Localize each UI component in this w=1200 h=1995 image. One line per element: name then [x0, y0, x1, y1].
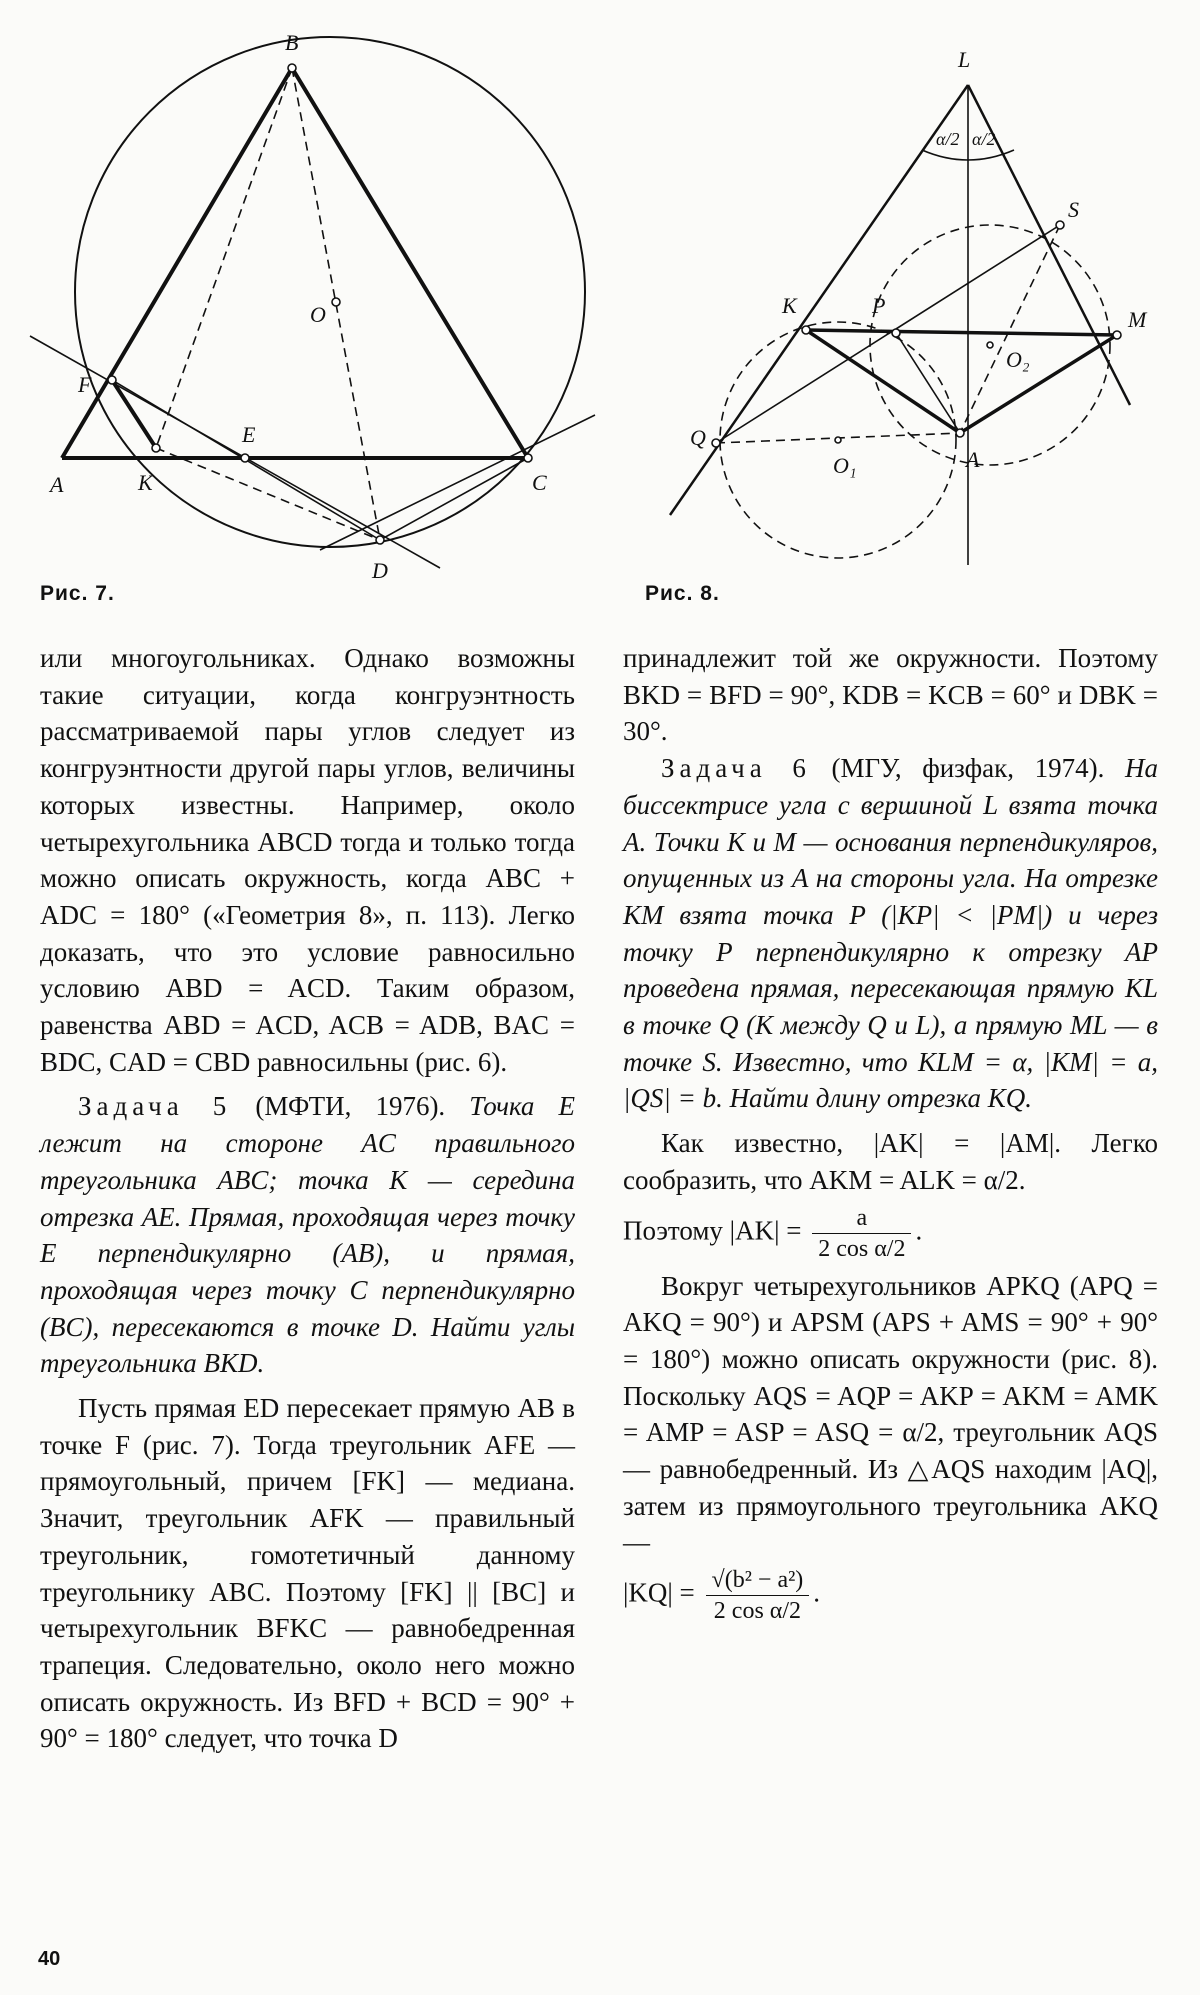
formula-kq: |KQ| = $\frac{\text{√(b² − a²)}}{\text{2 cos α/2}}$ .: [623, 1567, 821, 1625]
label-D: D: [372, 558, 388, 580]
label-O: O: [310, 302, 326, 327]
problem-6-source: (МГУ, физфак, 1974).: [810, 753, 1125, 784]
fraction-ak-denominator: 2 cos α/2: [818, 1235, 906, 1262]
paragraph-quadrilaterals: Вокруг четырехугольников APKQ (APQ = AKQ = 90°) и APSM (APS + AMS = 90° + 90° = 180°) можно описать окружности (рис. 8). Поскольку AQS = AQP = AKP = AKM = AMK = AMP = ASP = ASQ = α/2, треугольник AQS — равнобедренный. Из △AQS находим |AQ|, затем из прямоугольного треугольника AKQ —: [623, 1270, 1158, 1558]
label-E: E: [242, 422, 256, 447]
problem-5-title: Задача 5: [78, 1091, 232, 1122]
label-K: K: [138, 470, 153, 495]
right-column: [623, 640, 1158, 1630]
fraction-ak: [812, 1203, 911, 1264]
fraction-kq-numerator: √(b² − a²): [706, 1565, 810, 1596]
label-L: L: [958, 47, 971, 72]
problem-6: [623, 750, 1158, 1117]
paragraph-solution-5: Пусть прямая ED пересекает прямую AB в точке F (рис. 7). Тогда треугольник AFE — прямоугольный, причем [FK] — медиана. Значит, треугольник AFK — правильный треугольник, гомотетичный данному треугольнику ABC. Поэтому [FK] || [BC] и четырехугольник BFKC — равнобедренная трапеция. Следовательно, около него можно описать окружность. Из BFD + BCD = 90° + 90° = 180° следует, что точка D: [40, 1393, 575, 1754]
label-K: K: [782, 293, 797, 318]
label-M: M: [1128, 307, 1147, 332]
problem-5: [40, 1088, 575, 1382]
label-C: C: [532, 470, 547, 495]
figure-7: [20, 20, 610, 580]
problem-5-statement: Точка E лежит на стороне AC правильного треугольника ABC; точка K — середина отрезка AE. Прямая, проходящая через точку E перпендикулярно (AB), и прямая, проходящая через точку C перпендикулярно (BC), пересекаются в точке D. Найти углы треугольника BKD.: [40, 1091, 575, 1379]
paragraph-intro: или многоугольниках. Однако возможны такие ситуации, когда конгруэнтность рассматриваемой пары углов следует из конгруэнтности другой пары углов, величины которых известны. Например, около четырехугольника ABCD тогда и только тогда можно описать окружность, когда ABC + ADC = 180° («Геометрия 8», п. 113). Легко доказать, что это условие равносильно условию ABD = ACD. Таким образом, равенства ABD = ACD, ACB = ADB, BAC = BDC, CAD = CBD равносильны (рис. 6).: [40, 643, 575, 1077]
label-O1: O₁: [833, 453, 857, 478]
label-half-alpha-left: α/2: [936, 129, 960, 149]
paragraph-known-fact: Как известно, |AK| = |AM|. Легко сообразить, что AKM = ALK = α/2.: [623, 1128, 1158, 1195]
fraction-ak-numerator: a: [812, 1203, 911, 1234]
label-Q: Q: [690, 425, 706, 450]
figure-7-caption: Рис. 7.: [40, 582, 115, 605]
page-number: 40: [38, 1948, 61, 1970]
label-B: B: [285, 30, 299, 55]
left-column: [40, 640, 575, 1757]
formula-kq-lhs: |KQ| =: [623, 1577, 702, 1608]
fraction-kq-denominator: 2 cos α/2: [713, 1598, 802, 1625]
triangle-abc: [62, 68, 528, 458]
label-half-alpha-right: α/2: [972, 129, 996, 149]
problem-6-title: Задача 6: [661, 753, 811, 784]
fraction-kq: [706, 1565, 810, 1626]
label-P: P: [872, 293, 886, 318]
paragraph-solution-5-end: принадлежит той же окружности. Поэтому BKD = BFD = 90°, KDB = KCB = 60° и DBK = 30°.: [623, 643, 1158, 747]
figure-8: [650, 45, 1180, 575]
label-S: S: [1068, 197, 1079, 222]
formula-ak-lhs: Поэтому |AK| =: [623, 1215, 809, 1246]
problem-5-source: (МФТИ, 1976).: [231, 1091, 470, 1122]
label-A: A: [50, 472, 64, 497]
label-F: F: [78, 372, 92, 397]
figure-8-caption: Рис. 8.: [645, 582, 720, 605]
formula-ak: Поэтому |AK| = $\frac{a}{\text{2 cos α/2}}$ .: [623, 1204, 923, 1262]
label-A: A: [966, 447, 980, 472]
label-O2: O₂: [1006, 347, 1030, 372]
problem-6-statement: На биссектрисе угла с вершиной L взята точка A. Точки K и M — основания перпендикуляров, опущенных из A на стороны угла. На отрезке KM взята точка P (|KP| < |PM|) и через точку P перпендикулярно к отрезку AP проведена прямая, пересекающая прямую KL в точке Q (K между Q и L), а прямую ML — в точке S. Известно, что KLM = α, |KM| = a, |QS| = b. Найти длину отрезка KQ.: [623, 753, 1158, 1114]
